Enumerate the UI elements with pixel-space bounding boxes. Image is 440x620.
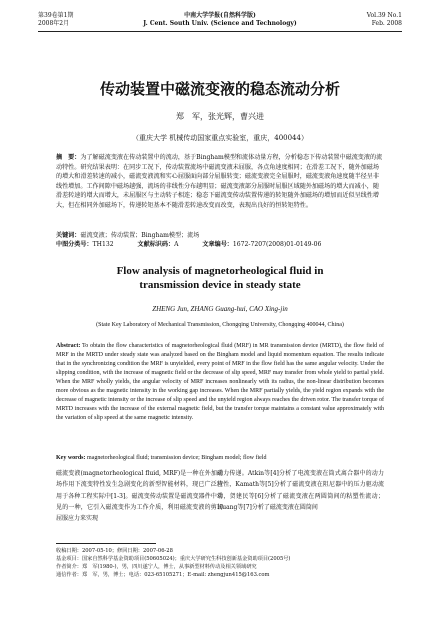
- document-code-value: A: [174, 241, 179, 248]
- english-authors: ZHENG Jun, ZHANG Guang-hui, CAO Xing-jin: [152, 305, 288, 313]
- english-abstract-label: Abstract:: [56, 343, 81, 349]
- clc-label: 中图分类号：: [56, 241, 93, 248]
- english-title-line-1: Flow analysis of magnetorheological fluid in: [116, 265, 324, 277]
- english-abstract: [56, 342, 384, 423]
- running-head-right: [367, 12, 402, 28]
- chinese-abstract-text: 为了解磁流变液在传动装置中的流动，基于Bingham模型和流体动量方程，分析稳态下传动装置中磁流变液的流动特性。研究结果表明：在同步工况下，传动装置流场中磁流变液未屈服，各点角速度相同；在滑差工况下，随外加磁场的增大和滑差转速的减小，磁流变液流和实心屈服面向部分屈服转变；磁流变液完全屈服时，磁流变液角速度随半径呈非线性增加。工作间隙中磁场越强，流场的非线性分布越明显；磁流变液部分屈服时屈服区域随外加磁场的增大而减小，随滑差转速的增大而增大，未屈服区与主动转子相连；稳态下磁流变传动装置传递的转矩随外加磁场的增加而近似呈线性增大，但在相同外加磁场下，传递转矩基本不随滑差转速改变而改变，表现出良好的恒转矩特性。: [56, 154, 383, 209]
- footnote-biography: 作者简介：郑 军(1980-)，男，四川遂宁人，博士，从事新型材料传动及相关领域研究: [56, 564, 257, 570]
- header-rule: [38, 31, 402, 32]
- chinese-keywords-label: 关键词：: [56, 232, 81, 239]
- english-keywords-label: Key words:: [56, 455, 86, 461]
- article-number-value: 1672-7207(2008)01-0149-06: [232, 241, 322, 248]
- english-keywords-text: magnetorheological fluid; transmission device; Bingham model; flow field: [87, 455, 267, 461]
- clc-value: TH132: [92, 241, 114, 248]
- running-head-journal: [38, 12, 402, 28]
- clc-code: [56, 241, 125, 248]
- volume-issue: 第39卷第1期: [38, 12, 74, 19]
- article-number: [202, 241, 332, 248]
- chinese-keywords-text: 磁流变液；传动装置；Bingham模型；流场: [80, 232, 200, 239]
- body-column-left: 磁流变液(magnetorheological fluid, MRF)是一种在外加磁场作用下流变特性发生急剧变化的新型智能材料，现已广泛应用于各种工程实际中[1-3]。磁流变传动装置是磁流变器件中常见的一种，它引入磁流变作为工作介质，利用磁流变液的剪切屈服应力来实现: [56, 470, 223, 523]
- footnote-rule: [56, 543, 156, 544]
- date-en: Feb. 2008: [371, 20, 402, 27]
- english-abstract-text: To obtain the flow characteristics of magnetorheological fluid (MRF) in MR transmission device (MRTD), the flow field of MRF in the MRTD under steady state was analyzed based on the Bingham model and liquid momentum equation. The results indicate that in the synchronizing condition the MRF is unyielded, every point of MRF in the flow field has the same angular velocity. Under the slipping condition, with the increase of magnetic field or the decrease of slip speed, MRF may transfer from whole yield to partial yield. When the MRF wholly yields, the angular velocity of MRF increases nonlinearly with its radius, the non-linear distribution becomes more obvious as the magnetic intensity in the working gap increases. When the MRF partially yields, the yield region expands with the decrease of magnetic intensity or the increase of slip speed and the unyield region always reaches the driven rotor. The transfer torque of MRTD increases with the increase of the external magnetic field, but the transfer torque maintains a constant value approximately with the variation of slip speed at the same magnetic intensity.: [56, 343, 384, 421]
- english-title-line-2: transmission device in steady state: [139, 279, 301, 291]
- issue-date: 2008年2月: [38, 20, 70, 27]
- journal-name-en: J. Cent. South Univ. (Science and Technology): [143, 20, 297, 27]
- english-affiliation: (State Key Laboratory of Mechanical Transmission, Chongqing University, Chongqing 400044, China): [96, 322, 344, 328]
- footnote-correspondence: 通信作者：郑 军，男，博士；电话：023-65105271；E-mail: zhengjun415@163.com: [56, 572, 270, 578]
- chinese-authors: 郑 军，张光辉，曹兴进: [176, 112, 264, 121]
- chinese-title: 传动装置中磁流变液的稳态流动分析: [99, 80, 340, 98]
- chinese-keywords: [56, 232, 384, 240]
- article-number-label: 文章编号：: [202, 241, 233, 248]
- english-keywords: [56, 455, 384, 461]
- footnote-fund: 基金项目：国家自然科学基金资助项目(50605024)；重庆大学研究生科技创新基金资助项目(2005号): [56, 556, 291, 562]
- footnote-received: 收稿日期：2007-05-10；修回日期：2007-06-28: [56, 548, 173, 554]
- footnotes: [56, 547, 384, 579]
- document-code: [138, 241, 190, 248]
- classification-line: [56, 241, 384, 249]
- chinese-abstract: [56, 153, 384, 210]
- journal-name-cn: 中南大学学报(自然科学版): [184, 12, 256, 19]
- body-column-right: 动力传递。Atkin等[4]分析了电流变液在筒式离合器中的动力特性，Kamath等[5]分析了磁流变液在阻尼器中的压力驱动流动，贺建民等[6]分析了磁流变液在两圆筒间的粘塑性流动；Huang等[7]分析了磁流变液在圆筒间: [217, 470, 384, 511]
- chinese-abstract-label: 摘 要：: [56, 154, 81, 161]
- chinese-affiliation: （重庆大学 机械传动国家重点实验室，重庆，400044）: [132, 134, 308, 142]
- english-title: [0, 264, 440, 292]
- document-code-label: 文献标识码：: [137, 241, 175, 248]
- volume-number-en: Vol.39 No.1: [366, 12, 402, 19]
